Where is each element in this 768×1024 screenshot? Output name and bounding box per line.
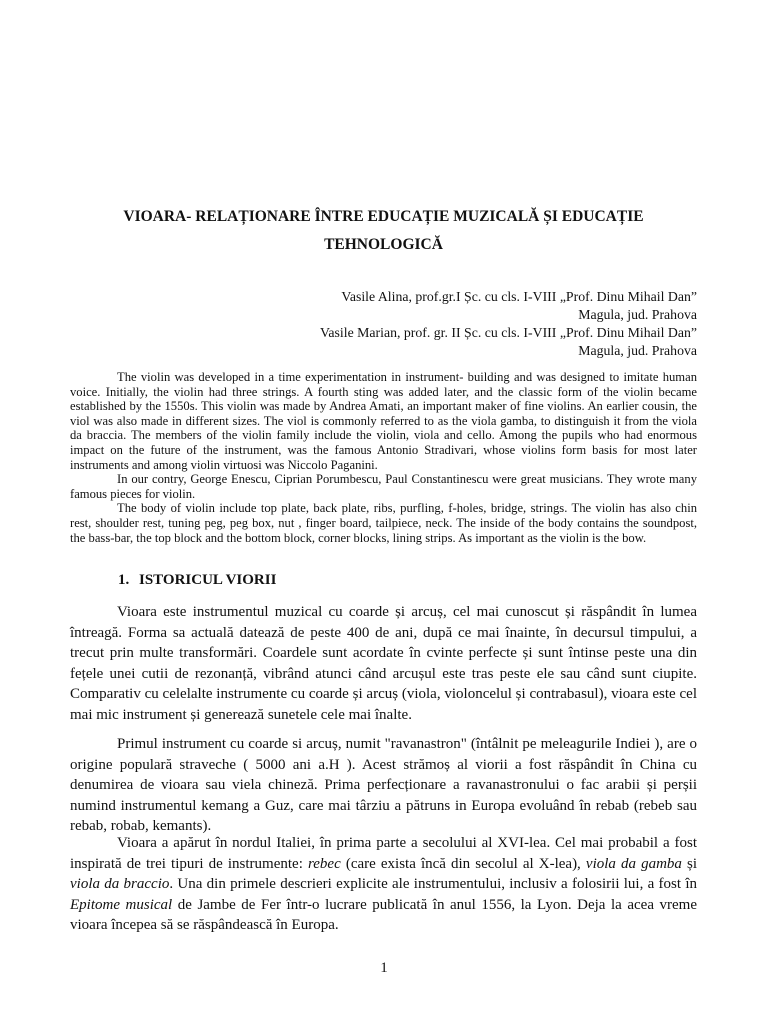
author-1-location: Magula, jud. Prahova [578,307,697,322]
paragraph-3-rebec: rebec [307,855,341,872]
paragraph-3-text-2: (care exista încă din secolul al X-lea), [340,855,586,872]
document-title [70,203,697,259]
paragraph-3-text-3: și [681,855,697,872]
paragraph-3-text-1: Vioara a apărut în nordul Italiei, în prima parte a secolului al XVI-lea. Cel mai probabil a fost inspirată de trei tipuri de instrumente: [70,835,697,872]
abstract-paragraph-1: The violin was developed in a time experimentation in instrument- building and was designed to imitate human voice. Initially, the violin had three strings. A fourth sting was added later, and the classic form of the violin became established by the 1550s. This violin was made by Andrea Amati, an important maker of fine violins. An earlier cousin, the viol was also made in different sizes. The viol is commonly referred to as the viola gamba, to distinguish it from the viola da braccia. The members of the violin family include the violin, viola and cello. Among the pupils who had enormous impact on the future of the instrument, was the famous Antonio Stradivari, whose violins form basis for most later instruments and among violin virtuosi was Niccolo Paganini. [70,370,697,472]
paragraph-3-viola-da-braccio: viola da braccio [70,876,170,893]
title-line-2: TEHNOLOGICĂ [324,236,443,253]
author-2-location: Magula, jud. Prahova [578,343,697,358]
paragraph-3-text-4: . Una din primele descrieri explicite ale instrumentului, inclusiv a folosirii lui, a fost în [169,876,697,893]
section-number: 1. [118,572,130,588]
paragraph-3-viola-da-gamba: viola da gamba [585,855,682,872]
abstract-paragraph-2: In our contry, George Enescu, Ciprian Porumbescu, Paul Constantinescu were great musicians. They wrote many famous pieces for violin. [70,472,697,501]
body-paragraph-2: Primul instrument cu coarde si arcuș, numit "ravanastron" (întâlnit pe meleagurile Indiei ), are o origine populară straveche ( 5000 ani a.H ). Acest strămoș al viorii a fost răspândit în China cu denumirea de vioara sau viela chineză. Prima perfecționare a ravanastronului o fac arabii și perșii numind instrumentul kemang a Guz, care mai târziu a pătruns in Europa evoluând în rebab (rebeb sau rebab, robab, kemants). [70,736,697,835]
body-paragraph-3-block [70,833,697,936]
title-line-1: VIOARA- RELAȚIONARE ÎNTRE EDUCAȚIE MUZICALĂ ȘI EDUCAȚIE [123,208,644,225]
paragraph-3-epitome-musical: Epitome musical [70,896,173,913]
abstract [70,370,697,545]
page-number: 1 [380,960,388,976]
author-2-name: Vasile Marian, prof. gr. II Șc. cu cls. I-VIII „Prof. Dinu Mihail Dan” [319,325,697,340]
section-heading [118,571,276,589]
body-paragraph-3 [70,833,697,936]
body-paragraph-2-block [70,734,697,837]
abstract-paragraph-3: The body of violin include top plate, back plate, ribs, purfling, f-holes, bridge, strings. The violin has also chin rest, shoulder rest, tuning peg, peg box, nut , finger board, tailpiece, neck. The inside of the body contains the soundpost, the bass-bar, the top block and the bottom block, corner blocks, lining strips. As important as the violin is the bow. [70,501,697,545]
paragraph-3-text-5: de Jambe de Fer într-o lucrare publicată în anul 1556, la Lyon. Deja la acea vreme vioara începea să se răspândească în Europa. [70,896,697,934]
author-1-name: Vasile Alina, prof.gr.I Șc. cu cls. I-VIII „Prof. Dinu Mihail Dan” [341,289,697,304]
author-block [320,288,697,360]
body-paragraph-1: Vioara este instrumentul muzical cu coarde și arcuș, cel mai cunoscut și răspândit în lumea întreagă. Forma sa actuală datează de peste 400 de ani, după ce mai înainte, în decursul timpului, a trecut prin multe transformări. Coardele sunt acordate în cvinte perfecte și sunt întinse peste una din fețele unei cutii de rezonanță, vibrând atunci când arcușul este tras peste ele sau când sunt ciupite. Comparativ cu celelalte instrumente cu coarde și arcuș (viola, violoncelul și contrabasul), vioara este cel mai mic instrument și generează sunetele cele mai înalte. [70,604,697,723]
body-paragraph-1-block [70,602,697,726]
section-title: ISTORICUL VIORII [139,572,277,588]
